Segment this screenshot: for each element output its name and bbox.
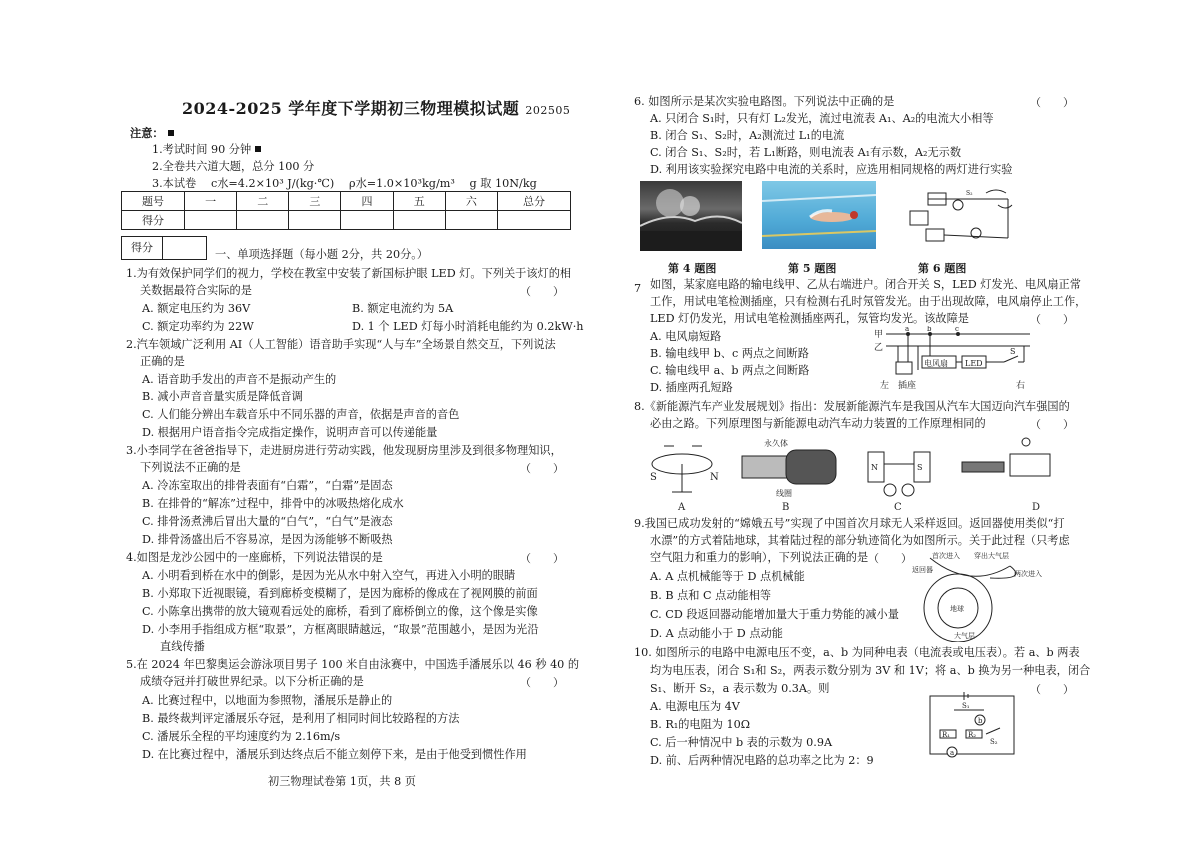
label-option-b: B (782, 502, 790, 513)
option-text: D. A 点动能小于 D 点动能 (650, 627, 783, 640)
question-stem: 3.小李同学在爸爸指导下，走进厨房进行劳动实践，他发现厨房里涉及到很多物理知识， (126, 444, 562, 457)
option-text: A. 冷冻室取出的排骨表面有“白霜”，“白霜”是固态 (142, 479, 393, 492)
circuit-diagram-q6 (898, 183, 1022, 251)
label-left: 左 (880, 381, 890, 391)
bridge-photo (640, 181, 742, 251)
score-table (121, 191, 571, 230)
section-score-box (121, 236, 207, 260)
page-title (182, 96, 570, 119)
label-atm: 大气层 (954, 632, 975, 640)
orbit-diagram-q9 (910, 550, 1060, 642)
label-right: 右 (1016, 381, 1026, 391)
option-text: B. 闭合 S₁、S₂时，A₂测流过 L₁的电流 (650, 129, 845, 142)
question-stem: 2.汽车领域广泛利用 AI（人工智能）语音助手实现“人与车”全场景自然交互，下列说法 (126, 338, 556, 351)
answer-paren[interactable]: （ ） (520, 552, 564, 565)
label-b: b (927, 326, 932, 333)
label-a: a (905, 326, 910, 333)
option-text: B. 减小声音音量实质是降低音调 (142, 390, 303, 403)
notice-item: 3.本试卷 c水=4.2×10³ J/(kg·℃) ρ水=1.0×10³kg/m³ g 取 10N/kg (152, 177, 537, 190)
option-text: B. 最终裁判评定潘展乐夺冠，是利用了相同时间比较路程的方法 (142, 712, 460, 725)
score-cell[interactable] (393, 211, 445, 230)
option-text: A. 语音助手发出的声音不是振动产生的 (142, 373, 337, 386)
answer-paren[interactable]: （ ） (1030, 313, 1074, 326)
score-header-cell: 四 (341, 192, 393, 211)
question-stem: 工作，用试电笔检测插座，只有检测右孔时氖管发光。由于出现故障，电风扇停止工作， (650, 295, 1087, 308)
option-text: A. 电源电压为 4V (650, 700, 740, 713)
label-coil: 线圈 (776, 489, 792, 498)
answer-paren[interactable]: （ ） (520, 285, 564, 298)
score-cell[interactable] (237, 211, 289, 230)
label-s2: S₂ (990, 738, 998, 746)
label-option-c: C (894, 502, 902, 513)
label-r2: R₂ (968, 731, 977, 739)
option-text: B. 输电线甲 b、c 两点之间断路 (650, 347, 809, 360)
question-number: 7 (634, 282, 642, 295)
label-s: S (1010, 347, 1016, 356)
score-header-cell: 五 (393, 192, 445, 211)
question-stem: 关数据最符合实际的是 (140, 284, 252, 297)
score-header-cell: 六 (445, 192, 497, 211)
question-stem: S₁、断开 S₂，a 表示数为 0.3A。则 (650, 682, 830, 695)
notice-label: 注意： (130, 125, 174, 143)
option-text: C. 闭合 S₁、S₂时，若 L₁断路，则电流表 A₁有示数，A₂无示数 (650, 146, 962, 159)
label-exit: 穿出大气层 (974, 552, 1009, 560)
label-r1: R₁ (942, 731, 951, 739)
score-cell[interactable] (445, 211, 497, 230)
label-s2: S₂ (966, 190, 973, 197)
score-table-header-row (122, 192, 571, 211)
label-jia: 甲 (874, 330, 884, 340)
score-cell[interactable] (498, 211, 571, 230)
option-text: D. 小李用手指组成方框“取景”，方框离眼睛越远，“取景”范围越小，是因为光沿 (142, 623, 539, 636)
answer-paren[interactable]: （ ） (868, 552, 912, 565)
question-stem: 10. 如图所示的电路中电源电压不变，a、b 为同种电表（电流表或电压表）。若 a、b 两表 (634, 646, 1080, 659)
option-text: D. 在比赛过程中，潘展乐到达终点后不能立刻停下来，是由于他受到惯性作用 (142, 748, 527, 761)
label-option-d: D (1032, 502, 1041, 513)
option-text: C. CD 段返回器动能增加量大于重力势能的减小量 (650, 608, 899, 621)
label-second: 两次进入 (1014, 570, 1042, 578)
answer-paren[interactable]: （ ） (520, 676, 564, 689)
option-text: C. 后一种情况中 b 表的示数为 0.9A (650, 736, 833, 749)
circuit-q10-svg (924, 688, 1020, 764)
option-text: C. 潘展乐全程的平均速度约为 2.16m/s (142, 730, 341, 743)
score-header-cell: 三 (289, 192, 341, 211)
score-header-cell: 二 (237, 192, 289, 211)
question-stem: LED 灯仍发光，用试电笔检测插座两孔，氖管均发光。该故障是 (650, 312, 969, 325)
notice-item: 1.考试时间 90 分钟 (152, 141, 261, 159)
option-text: D. 1 个 LED 灯每小时消耗电能约为 0.2kW·h (352, 320, 584, 333)
option-text: B. R₁的电阻为 10Ω (650, 718, 751, 731)
q8-figures-svg (646, 434, 1066, 514)
question-stem: 必由之路。下列原理图与新能源电动汽车动力装置的工作原理相同的 (650, 417, 986, 430)
score-cell[interactable] (341, 211, 393, 230)
figure-caption: 第 5 题图 (788, 262, 837, 275)
label-n: N (710, 472, 719, 483)
option-text: C. 人们能分辨出车载音乐中不同乐器的声音，依据是声音的音色 (142, 408, 460, 421)
question-stem: 成绩夺冠并打破世界纪录。以下分析正确的是 (140, 675, 364, 688)
question-stem: 1.为有效保护同学们的视力，学校在教室中安装了新国标护眼 LED 灯。下列关于该灯的相 (126, 267, 572, 280)
label-c: c (955, 326, 959, 333)
circuit-diagram-q10 (924, 688, 1020, 764)
figure-caption: 第 6 题图 (918, 262, 967, 275)
question-stem: 下列说法不正确的是 (140, 461, 241, 474)
square-mark-icon (255, 146, 261, 152)
answer-paren[interactable]: （ ） (1030, 96, 1074, 109)
option-text: C. 小陈拿出携带的放大镜观看远处的廊桥，看到了廊桥倒立的像，这个像是实像 (142, 605, 538, 618)
option-text: C. 排骨汤煮沸后冒出大量的“白气”，“白气”是液态 (142, 515, 393, 528)
answer-paren[interactable]: （ ） (520, 462, 564, 475)
score-cell[interactable] (289, 211, 341, 230)
score-header-cell: 一 (185, 192, 237, 211)
label-option-a: A (678, 502, 686, 513)
option-text: A. A 点机械能等于 D 点机械能 (650, 570, 805, 583)
figure-caption: 第 4 题图 (668, 262, 717, 275)
q8-option-figures (646, 434, 1066, 514)
option-text: B. 在排骨的“解冻”过程中，排骨中的冰吸热熔化成水 (142, 497, 404, 510)
label-led: LED (965, 359, 983, 368)
question-stem: 8.《新能源汽车产业发展规划》指出：发展新能源汽车是我国从汽车大国迈向汽车强国的 (634, 400, 1070, 413)
notice-item: 2.全卷共六道大题，总分 100 分 (152, 160, 315, 173)
score-row-label: 得分 (122, 211, 185, 230)
answer-paren[interactable]: （ ） (1030, 418, 1074, 431)
option-text: A. 小明看到桥在水中的倒影，是因为光从水中射入空气，再进入小明的眼睛 (142, 569, 516, 582)
question-stem: 正确的是 (140, 355, 185, 368)
question-stem: 9.我国已成功发射的“嫦娥五号”实现了中国首次月球无人采样返回。返回器使用类似“打 (634, 517, 1065, 530)
option-text: D. 前、后两种情况电路的总功率之比为 2：9 (650, 754, 874, 767)
label-fan: 电风扇 (924, 359, 948, 368)
title-code: 202505 (525, 104, 571, 117)
swimmer-photo-art (762, 181, 876, 249)
option-text: D. 插座两孔短路 (650, 381, 733, 394)
circuit-q7-svg (872, 326, 1032, 392)
page-footer: 初三物理试卷第 1页，共 8 页 (268, 775, 416, 788)
label-c-s: S (917, 463, 923, 472)
label-yi: 乙 (874, 343, 884, 353)
score-cell[interactable] (185, 211, 237, 230)
question-stem: 水漂”的方式着陆地球，其着陆过程的部分轨迹简化为如图所示。关于此过程（只考虑 (650, 534, 1070, 547)
question-stem: 均为电压表，闭合 S₁和 S₂，两表示数分别为 3V 和 1V；将 a、b 换为另一种电表，闭合 (650, 664, 1091, 677)
section-score-label: 得分 (122, 237, 163, 259)
option-text: C. 额定功率约为 22W (142, 320, 254, 333)
answer-paren[interactable]: （ ） (1030, 683, 1074, 696)
option-text: D. 利用该实验探究电路中电流的关系时，应选用相同规格的两灯进行实验 (650, 163, 1013, 176)
label-socket: 插座 (898, 381, 917, 391)
label-b: b (978, 717, 983, 725)
label-a: a (950, 749, 955, 757)
label-s: S (650, 472, 657, 483)
label-s1: S₁ (962, 702, 970, 710)
question-stem: 空气阻力和重力的影响），下列说法正确的是 (650, 551, 869, 564)
section-title: 一、单项选择题（每小题 2分，共 20分。） (215, 248, 429, 261)
option-text: B. 额定电流约为 5A (352, 302, 454, 315)
circuit-diagram-q7 (872, 326, 1032, 392)
question-stem: 5.在 2024 年巴黎奥运会游泳项目男子 100 米自由泳赛中，中国选手潘展乐以 46 秒 40 的 (126, 658, 580, 671)
option-text: 直线传播 (160, 640, 205, 653)
label-earth: 地球 (950, 605, 964, 613)
option-text: B. B 点和 C 点动能相等 (650, 589, 772, 602)
option-text: A. 额定电压约为 36V (142, 302, 251, 315)
swimmer-photo (762, 181, 876, 249)
question-stem: 6. 如图所示是某次实验电路图。下列说法中正确的是 (634, 95, 895, 108)
option-text: A. 比赛过程中，以地面为参照物，潘展乐是静止的 (142, 694, 393, 707)
score-table-row (122, 211, 571, 230)
orbit-q9-svg (910, 550, 1060, 642)
option-text: D. 排骨汤盛出后不容易凉，是因为汤能够不断吸热 (142, 533, 393, 546)
option-text: A. 电风扇短路 (650, 330, 722, 343)
option-text: B. 小郑取下近视眼镜，看到廊桥变模糊了，是因为廊桥的像成在了视网膜的前面 (142, 587, 538, 600)
score-header-cell: 总分 (498, 192, 571, 211)
bridge-photo-art (640, 181, 742, 251)
option-text: D. 根据用户语音指令完成指定操作，说明声音可以传递能量 (142, 426, 438, 439)
option-text: C. 输电线甲 a、b 两点之间断路 (650, 364, 810, 377)
option-text: A. 只闭合 S₁时，只有灯 L₂发光，流过电流表 A₁、A₂的电流大小相等 (650, 112, 994, 125)
question-stem: 如图，某家庭电路的输电线甲、乙从右端进户。闭合开关 S，LED 灯发光、电风扇正常 (650, 278, 1081, 291)
label-ret: 返回器 (912, 566, 933, 574)
label-perm: 永久体 (764, 439, 788, 448)
label-first: 首次进入 (932, 552, 960, 560)
score-header-cell: 题号 (122, 192, 185, 211)
circuit-q6-svg (898, 183, 1022, 251)
label-c-n: N (871, 463, 878, 472)
square-mark-icon (168, 130, 174, 136)
question-stem: 4.如图是龙沙公园中的一座廊桥，下列说法错误的是 (126, 551, 383, 564)
title-text: 2024-2025 学年度下学期初三物理模拟试题 (182, 99, 520, 118)
